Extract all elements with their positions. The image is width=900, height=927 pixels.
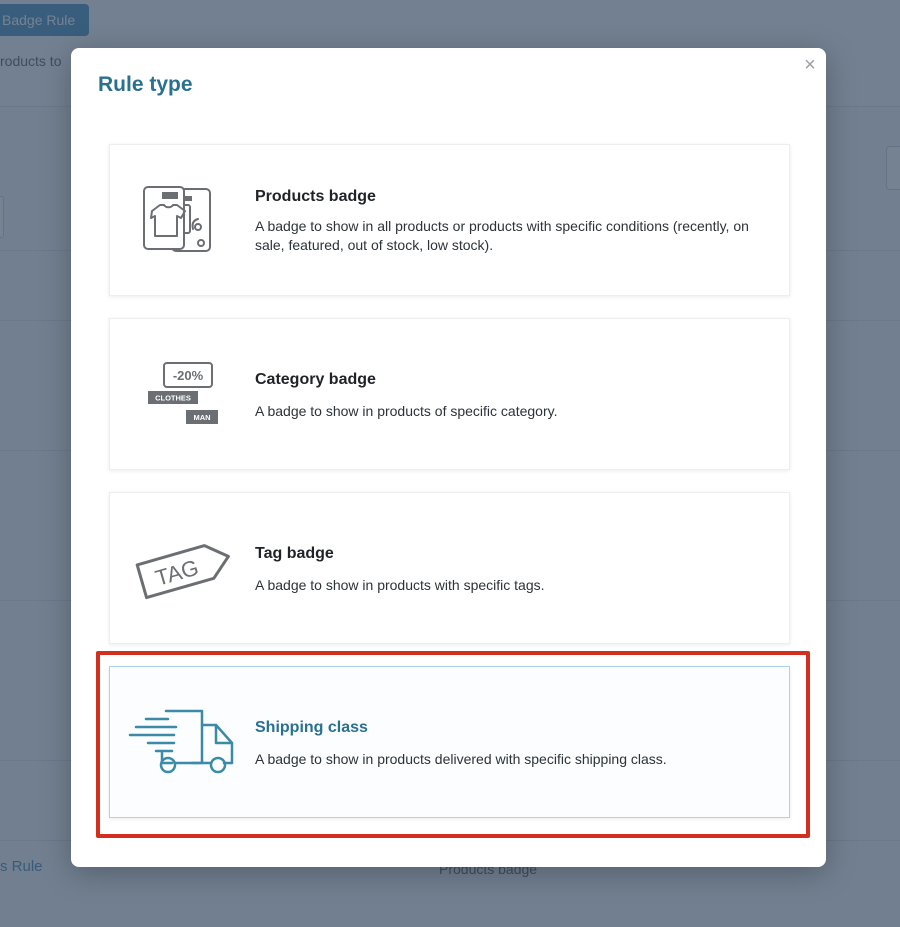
discount-label: -20% [172, 368, 204, 383]
tag-text: TAG [152, 554, 202, 591]
man-label: MAN [193, 413, 211, 422]
option-description: A badge to show in products with specific tags. [255, 577, 545, 593]
rule-type-modal [71, 48, 826, 867]
option-description: A badge to show in all products or products with specific conditions (recently, on sale, featured, out of stock, low stock). [255, 218, 749, 253]
option-description: A badge to show in products of specific category. [255, 403, 558, 419]
close-icon[interactable]: × [804, 54, 816, 76]
modal-title: Rule type [98, 73, 193, 96]
category-icon [128, 349, 238, 439]
truck-icon [128, 697, 238, 787]
option-shipping-class[interactable] [109, 666, 790, 818]
option-title: Products badge [255, 188, 376, 205]
option-tag-badge[interactable] [109, 492, 790, 644]
products-icon [128, 175, 238, 265]
clothes-label: CLOTHES [155, 393, 191, 403]
tag-icon [128, 523, 238, 613]
option-products-badge[interactable] [109, 144, 790, 296]
option-title: Tag badge [255, 545, 334, 562]
option-description: A badge to show in products delivered with specific shipping class. [255, 751, 667, 767]
option-title: Shipping class [255, 719, 368, 736]
option-category-badge[interactable] [109, 318, 790, 470]
option-title: Category badge [255, 371, 376, 388]
